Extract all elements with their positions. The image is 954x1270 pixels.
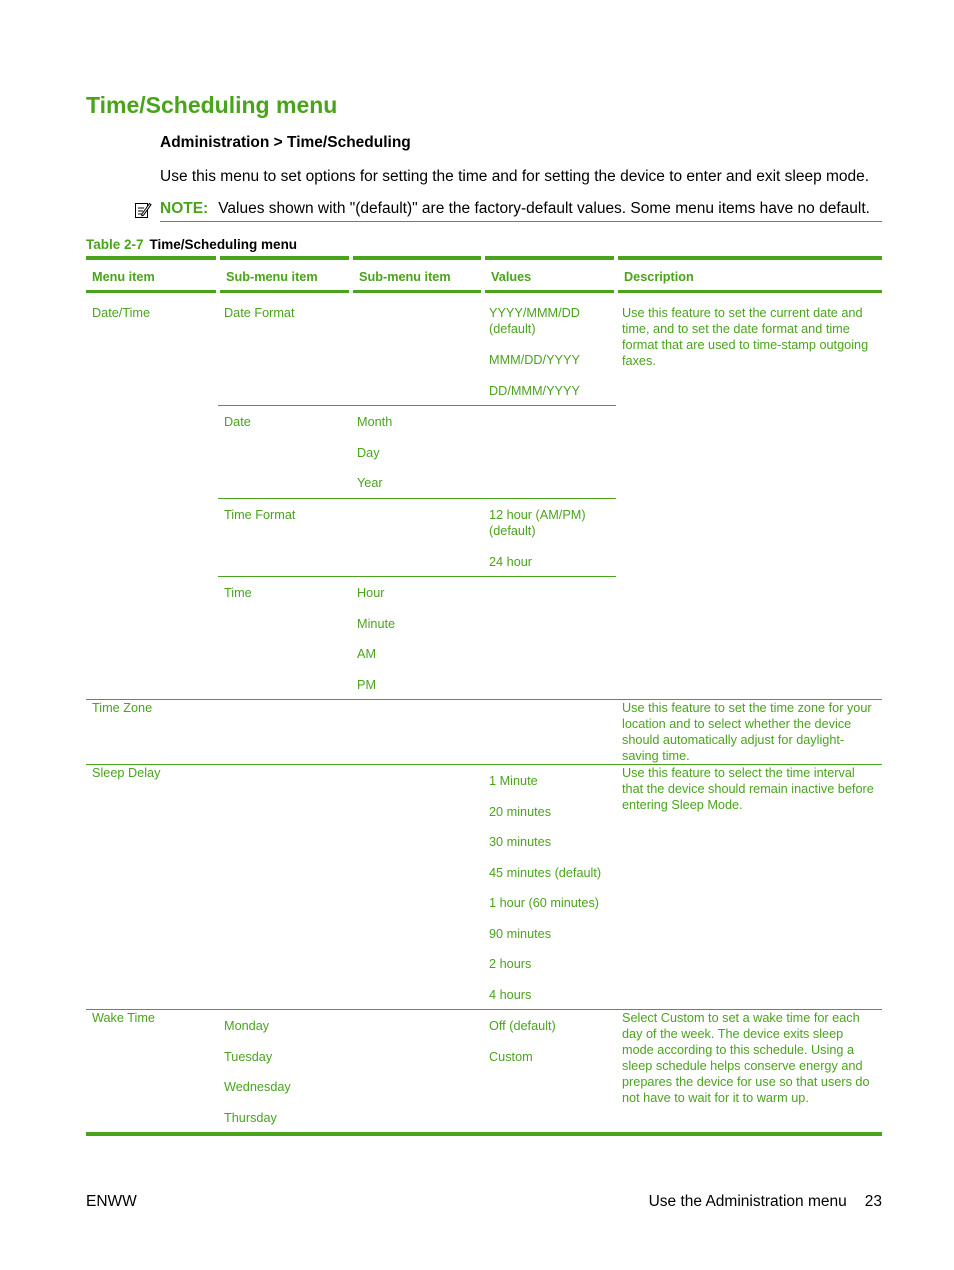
- description-sleep-delay: Use this feature to select the time interval that the device should remain inactive before entering Sleep Mode.: [616, 765, 882, 1010]
- page-title: Time/Scheduling menu: [86, 92, 338, 118]
- description-wake-time: [616, 1010, 882, 1135]
- table-caption-title: Time/Scheduling menu: [149, 237, 298, 252]
- value-item[interactable]: 90 minutes: [489, 926, 552, 941]
- table-row: [86, 292, 882, 406]
- menu-item-time-zone[interactable]: Time Zone: [86, 700, 218, 765]
- sub-item[interactable]: Month: [357, 415, 393, 429]
- note-text: Values shown with "(default)" are the factory-default values. Some menu items have no default.: [218, 200, 870, 217]
- menu-item-wake-time[interactable]: Wake Time: [92, 1011, 155, 1025]
- note-pencil-icon: [134, 201, 152, 219]
- value-item[interactable]: Custom: [489, 1049, 533, 1064]
- value-item[interactable]: 1 hour (60 minutes): [489, 896, 600, 910]
- footer-section-title: Use the Administration menu: [648, 1193, 847, 1210]
- sub-item[interactable]: PM: [357, 677, 377, 692]
- sub-item[interactable]: Monday: [224, 1019, 270, 1033]
- sub-item[interactable]: Wednesday: [224, 1080, 291, 1094]
- value-item[interactable]: 4 hours: [489, 987, 532, 1002]
- note-text-line: [160, 200, 882, 222]
- table-header-row: [86, 258, 882, 292]
- sub-date-format[interactable]: Date Format: [224, 306, 295, 320]
- table-row: [86, 765, 882, 1010]
- intro-paragraph: Use this menu to set options for setting the time and for setting the device to enter and exit sleep mode.: [160, 168, 870, 185]
- value-item[interactable]: YYYY/MMM/DD (default): [489, 306, 580, 336]
- header-menu-item: Menu item: [86, 258, 218, 292]
- header-sub-menu-item-2: Sub-menu item: [351, 258, 483, 292]
- sub-date[interactable]: Date: [224, 415, 251, 429]
- value-item[interactable]: DD/MMM/YYYY: [489, 383, 580, 398]
- description-time-zone: Use this feature to set the time zone for your location and to select whether the device should automatically adjust for daylight-saving time.: [616, 700, 882, 765]
- menu-item-date-time[interactable]: Date/Time: [86, 292, 218, 700]
- time-scheduling-table: [86, 256, 882, 1136]
- sub-time[interactable]: Time: [224, 586, 252, 600]
- sub-item[interactable]: Thursday: [224, 1110, 277, 1125]
- description-text: Select: [622, 1011, 661, 1025]
- table-row: [86, 1010, 882, 1135]
- sub-time-format[interactable]: Time Format: [224, 507, 296, 522]
- value-item[interactable]: 20 minutes: [489, 804, 552, 819]
- sub-item[interactable]: Year: [357, 476, 383, 490]
- table-caption: [86, 237, 297, 252]
- value-item[interactable]: MMM/DD/YYYY: [489, 353, 580, 367]
- sub-item[interactable]: Day: [357, 445, 380, 460]
- value-item[interactable]: 45 minutes (default): [489, 865, 602, 880]
- sub-item[interactable]: AM: [357, 647, 377, 661]
- header-sub-menu-item-1: Sub-menu item: [218, 258, 351, 292]
- footer-left: ENWW: [86, 1193, 137, 1210]
- value-item[interactable]: 1 Minute: [489, 774, 538, 788]
- value-item[interactable]: 2 hours: [489, 957, 532, 971]
- value-item[interactable]: 12 hour (AM/PM) (default): [489, 507, 586, 538]
- sub-item[interactable]: Minute: [357, 616, 396, 631]
- header-values: Values: [483, 258, 616, 292]
- page-number: 23: [864, 1193, 882, 1210]
- value-item[interactable]: Off (default): [489, 1019, 556, 1033]
- menu-item-sleep-delay[interactable]: Sleep Delay: [86, 765, 218, 1010]
- note-label: NOTE:: [160, 200, 209, 217]
- custom-link[interactable]: Custom: [660, 1011, 705, 1025]
- header-description: Description: [616, 258, 882, 292]
- description-text: to set a wake time for each day of the week. The device exits sleep mode according to this schedule. Using a sleep schedule helps conserve energy and prepares the device for use so that users do not have to wait for it to warm up.: [622, 1011, 870, 1105]
- value-item[interactable]: 30 minutes: [489, 835, 552, 849]
- table-caption-number: Table 2-7: [86, 237, 144, 252]
- sub-item[interactable]: Tuesday: [224, 1049, 273, 1064]
- table-row: [86, 700, 882, 765]
- description-date-time: Use this feature to set the current date and time, and to set the date format and time format that are used to time-stamp outgoing faxes.: [616, 292, 882, 700]
- breadcrumb: Administration > Time/Scheduling: [160, 134, 411, 151]
- footer-right: [649, 1193, 882, 1211]
- value-item[interactable]: 24 hour: [489, 554, 533, 569]
- sub-item[interactable]: Hour: [357, 586, 385, 600]
